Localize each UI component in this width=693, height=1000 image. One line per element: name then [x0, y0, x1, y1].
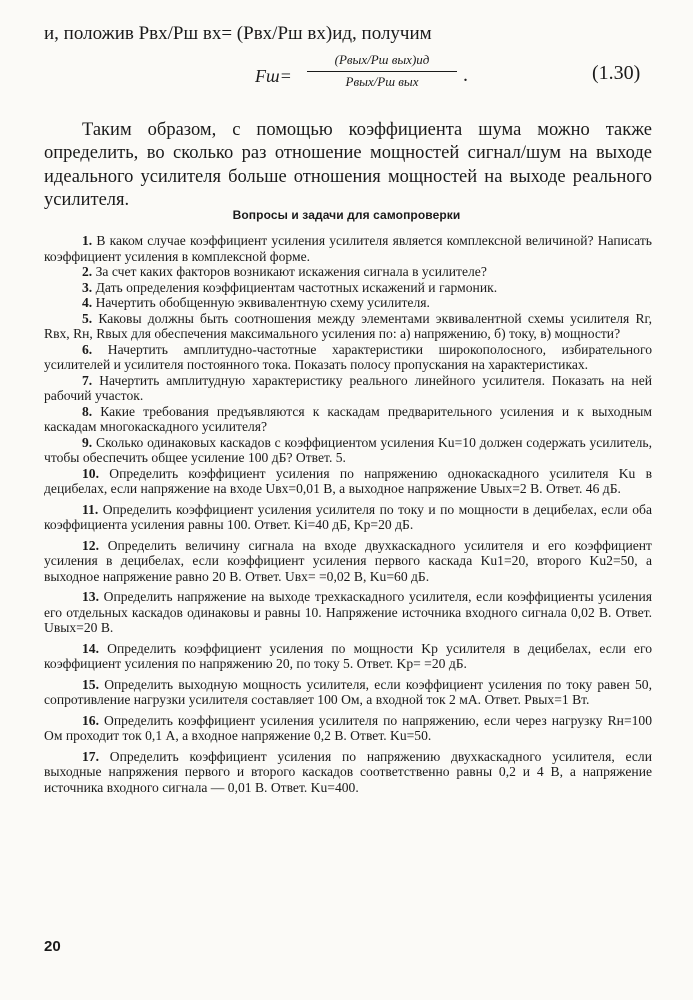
- formula-lhs: Fш=: [255, 66, 292, 86]
- question-number: 1.: [82, 233, 93, 248]
- question-number: 10.: [82, 465, 99, 481]
- question-text: Определить величину сигнала на входе двухкаскадного усилителя и его коэффициент усиления в децибелах, если коэффициент усиления первого каскада Ku1=20, второго Ku2=50, а выходное напряжение равно 20 В. Ответ. Uвх= =0,02 В, Ku=60 дБ.: [44, 537, 652, 584]
- question-text: Начертить обобщенную эквивалентную схему усилителя.: [95, 295, 430, 310]
- question-number: 17.: [82, 748, 99, 764]
- question-number: 3.: [82, 279, 93, 295]
- question-item: [44, 311, 652, 342]
- question-item: [44, 502, 652, 533]
- question-text: Какие требования предъявляются к каскадам предварительного усиления и к выходным каскадам многокаскадного усилителя?: [44, 403, 652, 434]
- question-text: За счет каких факторов возникают искажения сигнала в усилителе?: [95, 264, 487, 279]
- question-text: Определить коэффициент усиления по мощности Kp усилителя в децибелах, если его коэффициент усиления по напряжению 20, по току 5. Ответ. Kp= =20 дБ.: [44, 640, 652, 671]
- body-paragraph: Таким образом, с помощью коэффициента шума можно также определить, во сколько раз отношение мощностей сигнал/шум на выходе идеального усилителя больше отношения мощностей на выходе реального усилителя.: [44, 119, 652, 210]
- question-number: 11.: [82, 501, 99, 517]
- question-item: [44, 233, 652, 264]
- question-item: [44, 677, 652, 708]
- question-number: 12.: [82, 537, 99, 553]
- question-text: Определить коэффициент усиления по напряжению однокаскадного усилителя Ku в децибелах, если напряжение на входе Uвх=0,01 В, а выходное напряжение Uвых=2 В. Ответ. 46 дБ.: [44, 465, 652, 496]
- question-number: 13.: [82, 589, 99, 604]
- formula-denominator: Pвых/Pш вых: [345, 74, 419, 89]
- question-number: 4.: [82, 295, 93, 310]
- section-heading: Вопросы и задачи для самопроверки: [232, 208, 461, 222]
- question-text: Начертить амплитудно-частотные характеристики широкополосного, избирательного усилителей и усилителя постоянного тока. Показать полосу пропускания на характеристиках.: [44, 341, 652, 372]
- page-number: 20: [44, 938, 61, 955]
- formula-fraction: [307, 52, 457, 90]
- question-text: Определить коэффициент усиления по напряжению двухкаскадного усилителя, если выходные напряжения первого и второго каскадов соответственно равны 0,2 и 4 В, а напряжение источника входного сигнала — 0,01 В. Ответ. Ku=400.: [44, 748, 652, 795]
- question-number: 9.: [82, 434, 93, 450]
- question-item: [44, 466, 652, 497]
- question-text: Определить напряжение на выходе трехкаскадного усилителя, если коэффициенты усиления его отдельных каскадов одинаковы и равны 10. Напряжение источника входного сигнала 0,02 В. Ответ. Uвых=20 В.: [44, 589, 652, 635]
- formula-numerator: (Pвых/Pш вых)ид: [334, 52, 430, 67]
- question-text: Определить выходную мощность усилителя, если коэффициент усиления по току равен 50, сопротивление нагрузки усилителя составляет 100 Ом, а входной ток 2 мА. Ответ. Pвых=1 Вт.: [44, 676, 652, 707]
- question-number: 14.: [82, 640, 99, 656]
- question-item: [44, 435, 652, 466]
- question-text: Дать определения коэффициентам частотных искажений и гармоник.: [95, 279, 498, 295]
- question-text: Каковы должны быть соотношения между элементами эквивалентной схемы усилителя Rг, Rвх, Rн, Rвых для обеспечения максимального усиления по: а) напряжению, б) току, в) мощности?: [44, 310, 652, 341]
- question-item: [44, 749, 652, 796]
- question-number: 7.: [82, 372, 93, 388]
- question-text: Сколько одинаковых каскадов с коэффициентом усиления Ku=10 должен содержать усилитель, чтобы обеспечить общее усиление 100 дБ? Ответ. 5.: [44, 434, 652, 465]
- question-number: 16.: [82, 712, 99, 728]
- question-item: [44, 373, 652, 404]
- question-number: 8.: [82, 403, 93, 419]
- question-item: [44, 264, 652, 280]
- equation-number: (1.30): [592, 62, 641, 84]
- question-item: [44, 713, 652, 744]
- intro-line: и, положив Pвх/Pш вх= (Pвх/Pш вх)ид, получим: [44, 23, 432, 44]
- question-number: 2.: [82, 264, 93, 279]
- question-item: [44, 404, 652, 435]
- question-text: В каком случае коэффициент усиления усилителя является комплексной величиной? Написать коэффициент усиления в комплексной форме.: [44, 233, 652, 264]
- question-item: [44, 589, 652, 636]
- question-item: [44, 538, 652, 585]
- formula-terminator: .: [463, 64, 468, 86]
- fraction-bar: [307, 71, 457, 72]
- question-item: [44, 280, 652, 296]
- question-text: Начертить амплитудную характеристику реального линейного усилителя. Показать на ней рабочий участок.: [44, 372, 653, 403]
- question-item: [44, 342, 652, 373]
- question-text: Определить коэффициент усиления усилителя по напряжению, если через нагрузку Rн=100 Ом проходит ток 0,1 А, а входное напряжение 0,2 В. Ответ. Ku=50.: [44, 712, 652, 743]
- questions-list: [44, 233, 652, 795]
- question-item: [44, 641, 652, 672]
- question-number: 5.: [82, 310, 93, 326]
- question-text: Определить коэффициент усиления усилителя по току и по мощности в децибелах, если оба коэффициента усиления равны 100. Ответ. Ki=40 дБ, Kp=20 дБ.: [44, 501, 652, 532]
- question-item: [44, 295, 652, 311]
- formula-1-30: [255, 50, 655, 102]
- question-number: 6.: [82, 341, 93, 357]
- question-number: 15.: [82, 676, 99, 692]
